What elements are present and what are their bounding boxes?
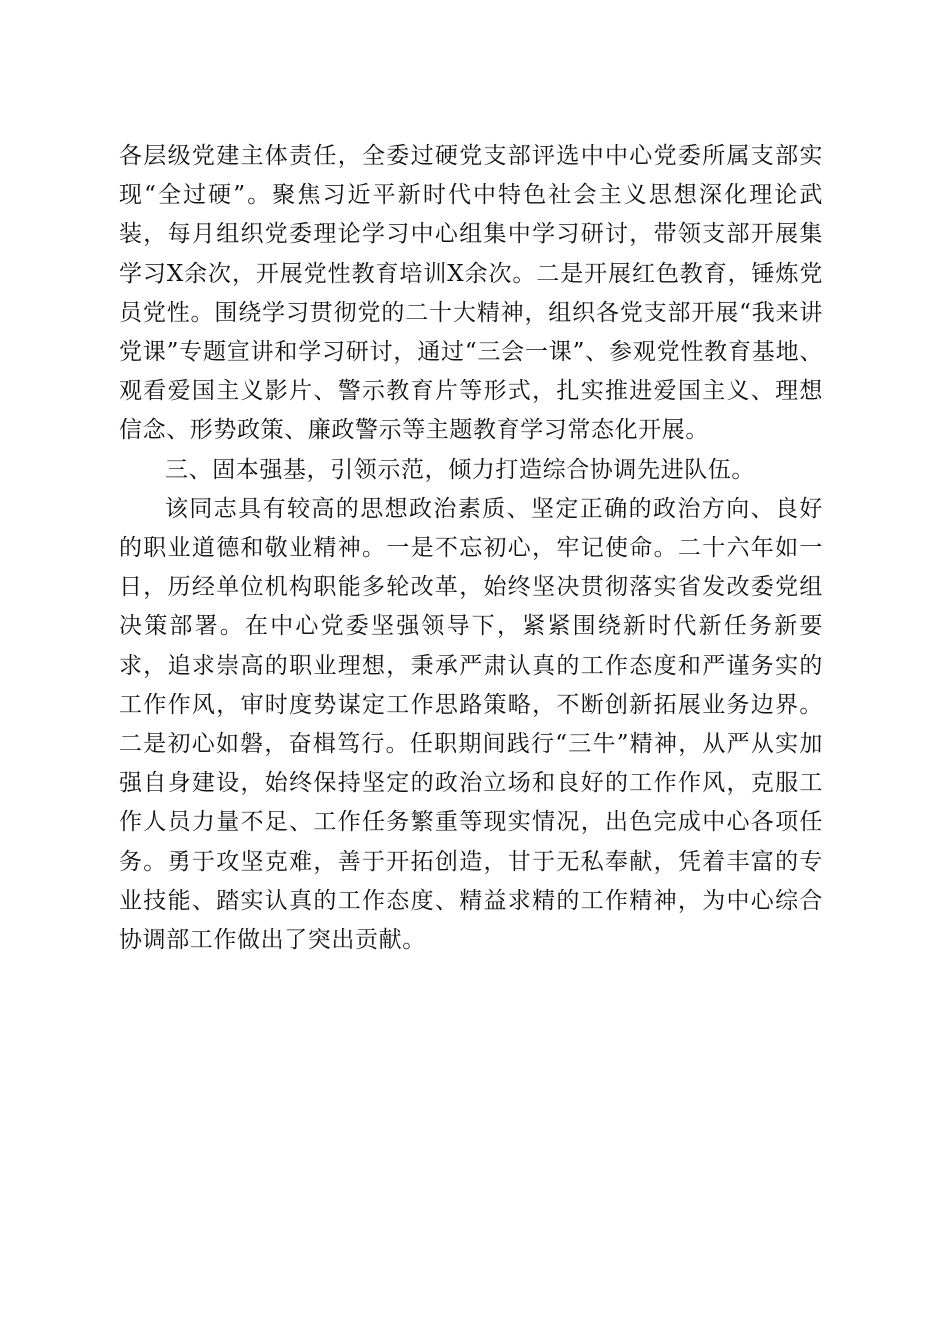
section-heading-three: 三、固本强基，引领示范，倾力打造综合协调先进队伍。 [165, 456, 755, 483]
body-paragraph-profile: 该同志具有较高的思想政治素质、坚定正确的政治方向、良好的职业道德和敬业精神。一是不忘初心，牢记使命。二十六年如一日，历经单位机构职能多轮改革，始终坚决贯彻落实省发改委党组决策部署。在中心党委坚强领导下，紧紧围绕新时代新任务新要求，追求崇高的职业理想，秉承严肃认真的工作态度和严谨务实的工作作风，审时度势谋定工作思路策略，不断创新拓展业务边界。二是初心如磐，奋楫笃行。任职期间践行“三牛”精神，从严从实加强自身建设，始终保持坚定的政治立场和良好的工作作风，克服工作人员力量不足、工作任务繁重等现实情况，出色完成中心各项任务。勇于攻坚克难，善于开拓创造，甘于无私奉献，凭着丰富的专业技能、踏实认真的工作态度、精益求精的工作精神，为中心综合协调部工作做出了突出贡献。 [119, 495, 823, 954]
document-body [119, 137, 823, 960]
body-paragraph-continuation: 各层级党建主体责任，全委过硬党支部评选中中心党委所属支部实现“全过硬”。聚焦习近平新时代中特色社会主义思想深化理论武装，每月组织党委理论学习中心组集中学习研讨，带领支部开展集学习X余次，开展党性教育培训X余次。二是开展红色教育，锤炼党员党性。围绕学习贯彻党的二十大精神，组织各党支部开展“我来讲党课”专题宣讲和学习研讨，通过“三会一课”、参观党性教育基地、观看爱国主义影片、警示教育片等形式，扎实推进爱国主义、理想信念、形势政策、廉政警示等主题教育学习常态化开展。 [119, 143, 823, 444]
